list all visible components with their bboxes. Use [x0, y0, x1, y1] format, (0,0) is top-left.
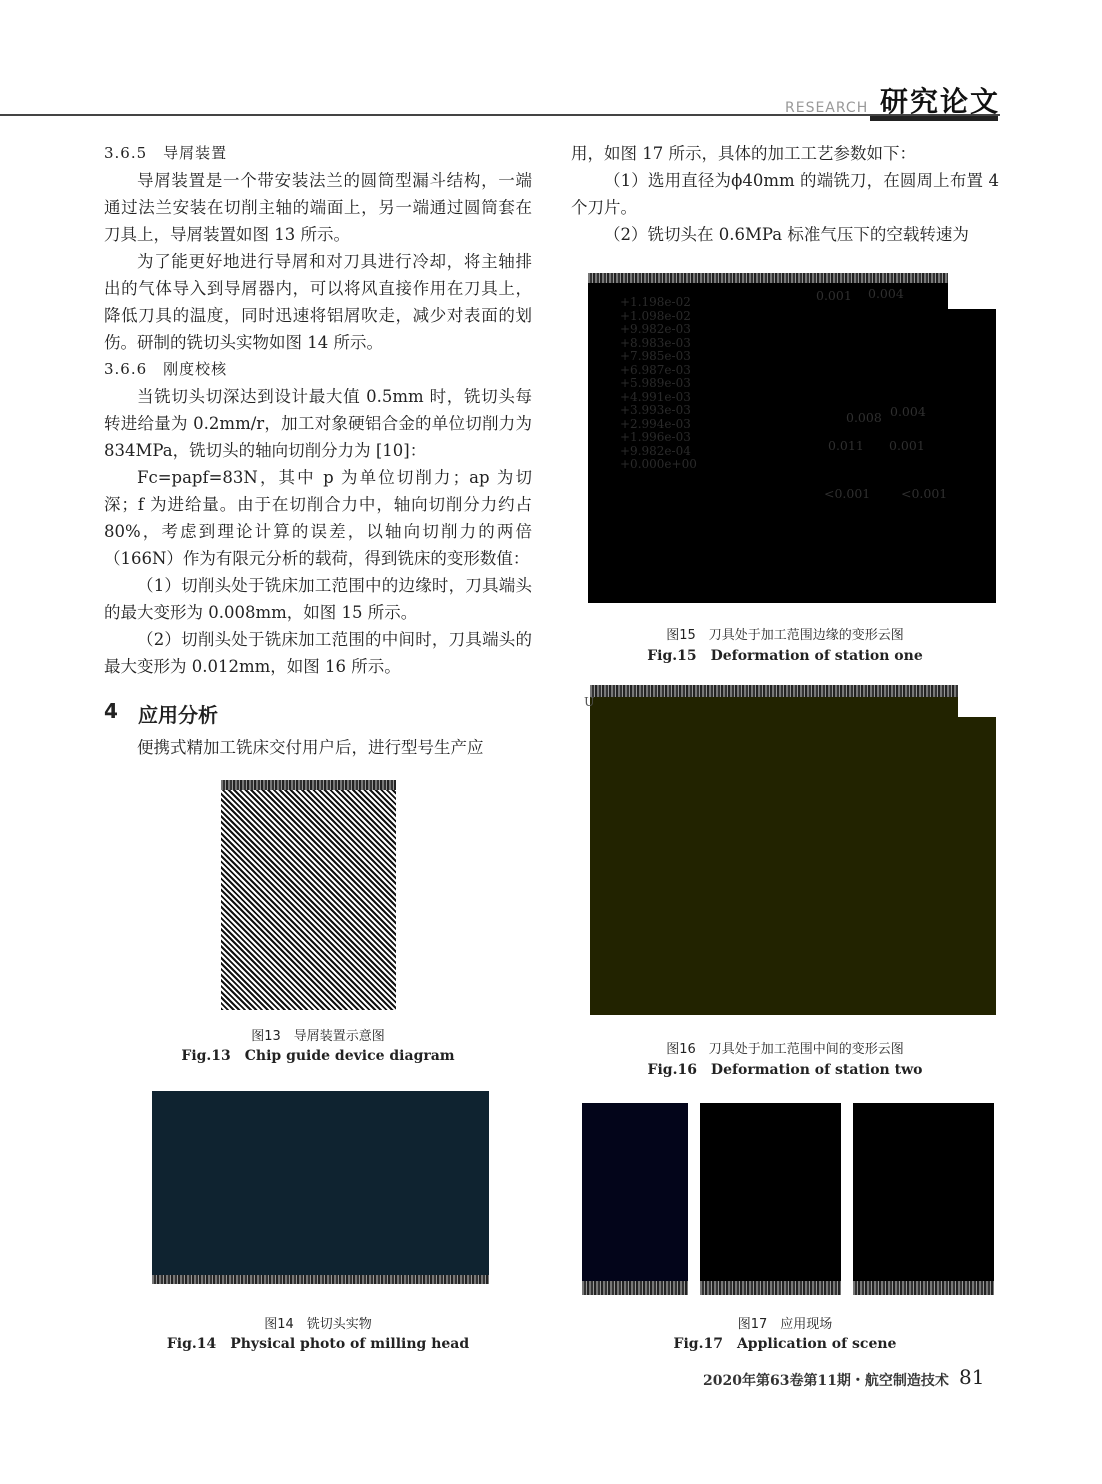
fig15-label: 0.001 — [816, 288, 852, 303]
fig15-label: 0.004 — [890, 404, 926, 419]
fig16-corner — [958, 685, 998, 717]
right-column — [571, 140, 999, 248]
fig15-label: <0.001 — [901, 486, 948, 501]
legend-value: +5.989e-03 — [620, 376, 691, 390]
fig17-photo-1 — [582, 1103, 688, 1295]
fig15-label: 0.011 — [828, 438, 864, 453]
legend-value: +4.991e-03 — [620, 389, 691, 404]
fig16-top-noise — [590, 685, 958, 697]
legend-value: +7.985e-03 — [620, 349, 691, 363]
fig15-label: 0.008 — [846, 410, 882, 425]
fig17-caption-cn: 图17 应用现场 — [737, 1317, 833, 1332]
legend-value: +0.000e+00 — [620, 457, 697, 471]
fig17-caption-en: Fig.17 Application of scene — [673, 1336, 897, 1352]
fig13-image — [221, 780, 396, 1010]
fig16-caption-en: Fig.16 Deformation of station two — [647, 1062, 923, 1078]
fig17-noise-1 — [582, 1281, 688, 1295]
fig14-caption-cn: 图14 铣切头实物 — [264, 1317, 372, 1332]
fig17-photo-2 — [700, 1103, 841, 1295]
fig16-mark: U — [584, 694, 595, 709]
fig14-caption-en: Fig.14 Physical photo of milling head — [166, 1336, 470, 1352]
fig15-label: <0.001 — [824, 486, 871, 501]
legend-value: +9.982e-03 — [620, 322, 691, 336]
fig17-noise-3 — [853, 1281, 994, 1295]
paragraph: （1）切削头处于铣床加工范围中的边缘时，刀具端头的最大变形为 0.008mm，如图 15 所示。 — [104, 576, 532, 622]
fig17-noise-2 — [700, 1281, 841, 1295]
legend-value: +9.982e-04 — [620, 443, 691, 458]
section-4-title: 应用分析 — [138, 703, 218, 727]
fig15-corner — [948, 273, 996, 309]
legend-value: +6.987e-03 — [620, 362, 691, 377]
paragraph: 便携式精加工铣床交付用户后，进行型号生产应 — [137, 738, 484, 757]
fig16-caption-cn: 图16 刀具处于加工范围中间的变形云图 — [666, 1042, 904, 1057]
legend-value: +1.098e-02 — [620, 308, 691, 323]
paragraph: 导屑装置是一个带安装法兰的圆筒型漏斗结构，一端通过法兰安装在切削主轴的端面上，另一端通过圆筒套在刀具上，导屑装置如图 13 所示。 — [104, 171, 532, 244]
section-3-6-6: 3.6.6 刚度校核 — [104, 360, 228, 378]
fig15-caption-cn: 图15 刀具处于加工范围边缘的变形云图 — [666, 628, 904, 643]
legend-value: +1.996e-03 — [620, 430, 691, 444]
paragraph: 用，如图 17 所示，具体的加工工艺参数如下： — [571, 144, 916, 163]
fig17-photo-3 — [853, 1103, 994, 1295]
section-3-6-5: 3.6.5 导屑装置 — [104, 144, 228, 162]
fig15-top-noise — [588, 273, 948, 283]
fig14-bottom-noise — [152, 1275, 489, 1284]
legend-value: +3.993e-03 — [620, 403, 691, 417]
left-column-2 — [104, 734, 532, 761]
fig15-legend — [620, 296, 697, 472]
fig16-image — [590, 685, 996, 1015]
fig15-caption-en: Fig.15 Deformation of station one — [647, 648, 923, 664]
fig13-caption-en: Fig.13 Chip guide device diagram — [181, 1048, 455, 1064]
fig13-caption-cn: 图13 导屑装置示意图 — [251, 1029, 385, 1044]
left-column — [104, 140, 532, 680]
paragraph: （2）铣切头在 0.6MPa 标准气压下的空载转速为 — [604, 225, 969, 244]
page-number: 81 — [959, 1365, 985, 1389]
fig14-image — [152, 1091, 489, 1284]
paragraph: （2）切削头处于铣床加工范围的中间时，刀具端头的最大变形为 0.012mm，如图 16 所示。 — [104, 630, 532, 676]
journal-footer: 2020年第63卷第11期・航空制造技术 — [703, 1373, 949, 1389]
fig13-top-noise — [221, 780, 396, 790]
legend-value: +2.994e-03 — [620, 416, 691, 431]
section-4-number: 4 — [104, 699, 118, 723]
header-cn: 研究论文 — [880, 85, 1001, 118]
fig15-label: 0.004 — [868, 286, 904, 301]
paragraph: 当铣切头切深达到设计最大值 0.5mm 时，铣切头每转进给量为 0.2mm/r，加工对象硬铝合金的单位切削力为 834MPa，铣切头的轴向切削分力为 [10]： — [104, 387, 532, 460]
paragraph: 为了能更好地进行导屑和对刀具进行冷却，将主轴排出的气体导入到导屑器内，可以将风直接作用在刀具上，降低刀具的温度，同时迅速将铝屑吹走，减少对表面的划伤。研制的铣切头实物如图 14 所示。 — [104, 252, 532, 352]
legend-value: +1.198e-02 — [620, 295, 691, 309]
paragraph-formula: Fc=papf=83N，其中 p 为单位切削力；ap 为切深；f 为进给量。由于在切削合力中，轴向切削分力约占 80%，考虑到理论计算的误差，以轴向切削力的两倍（166N）作为有限元分析的载荷，得到铣床的变形数值： — [104, 468, 532, 568]
fig15-label: 0.001 — [889, 438, 925, 453]
paragraph: （1）选用直径为ϕ40mm 的端铣刀，在圆周上布置 4 个刀片。 — [571, 171, 999, 217]
legend-value: +8.983e-03 — [620, 335, 691, 350]
header-en: RESEARCH — [785, 100, 869, 116]
